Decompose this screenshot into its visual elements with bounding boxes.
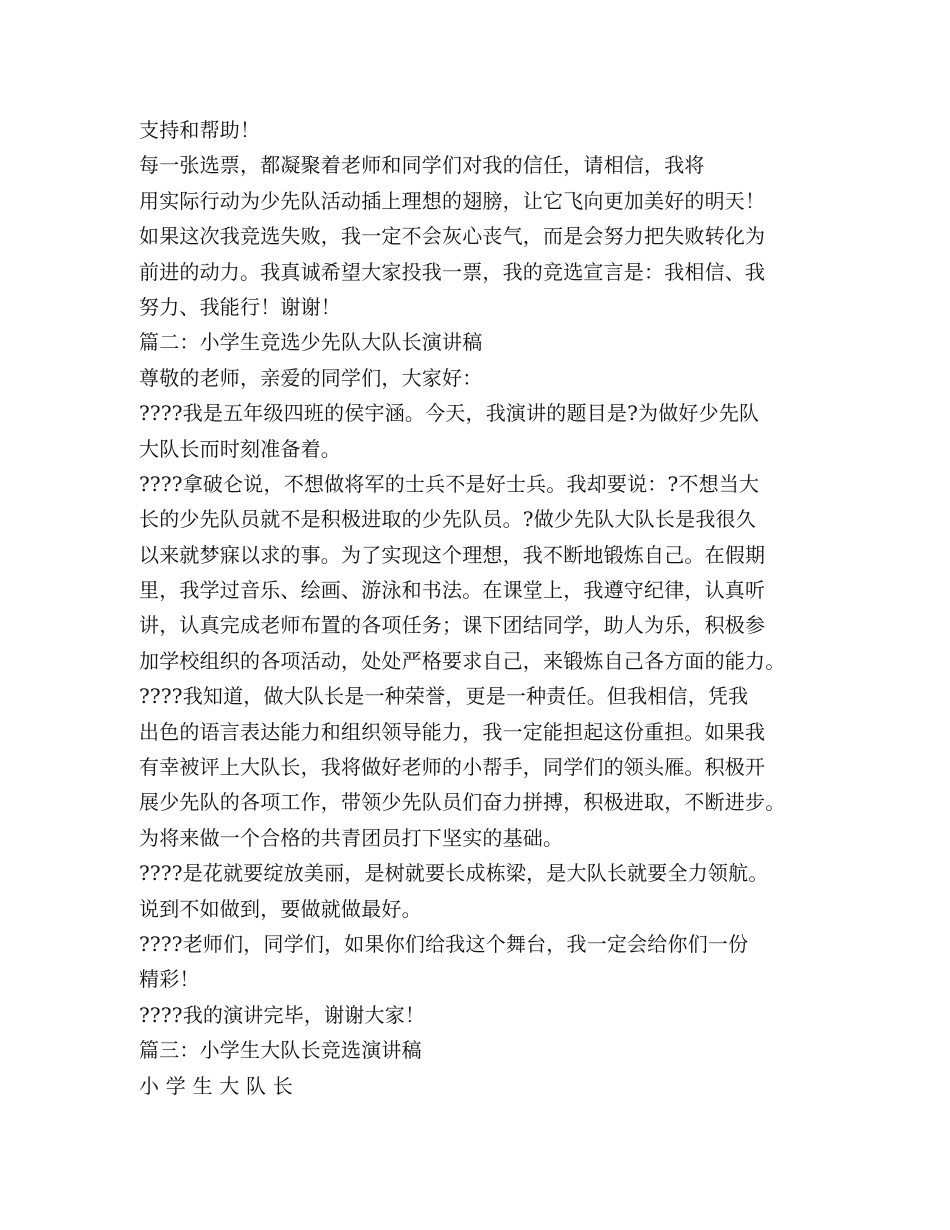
text-line: 前进的动力。我真诚希望大家投我一票，我的竞选宣言是：我相信、我 xyxy=(139,259,766,284)
text-line: ????我是五年级四班的侯宇涵。今天，我演讲的题目是?为做好少先队 xyxy=(139,401,760,426)
text-line: 以来就梦寐以求的事。为了实现这个理想，我不断地锻炼自己。在假期 xyxy=(139,542,766,567)
text-line: 尊敬的老师，亲爱的同学们，大家好： xyxy=(139,365,483,390)
section-heading: 篇三：小学生大队长竞选演讲稿 xyxy=(139,1038,422,1063)
text-line: 讲，认真完成老师布置的各项任务；课下团结同学，助人为乐，积极参 xyxy=(139,613,766,638)
text-line: 精彩！ xyxy=(139,967,200,992)
section-heading: 篇二：小学生竞选少先队大队长演讲稿 xyxy=(139,330,483,355)
text-line: ????我的演讲完毕，谢谢大家！ xyxy=(139,1002,426,1027)
text-line: 有幸被评上大队长，我将做好老师的小帮手，同学们的领头雁。积极开 xyxy=(139,755,766,780)
text-line: ????是花就要绽放美丽，是树就要长成栋梁，是大队长就要全力领航。 xyxy=(139,861,769,886)
text-line: 努力、我能行！谢谢！ xyxy=(139,294,341,319)
text-line: 每一张选票，都凝聚着老师和同学们对我的信任，请相信，我将 xyxy=(139,153,705,178)
text-line: 支持和帮助！ xyxy=(139,118,261,142)
text-line: 大队长而时刻准备着。 xyxy=(139,436,341,461)
text-line: 为将来做一个合格的共青团员打下坚实的基础。 xyxy=(139,825,564,850)
document-body xyxy=(139,113,829,1104)
text-line: 里，我学过音乐、绘画、游泳和书法。在课堂上，我遵守纪律，认真听 xyxy=(139,578,766,603)
text-line: 说到不如做到，要做就做最好。 xyxy=(139,896,422,921)
text-line: 如果这次我竞选失败，我一定不会灰心丧气，而是会努力把失败转化为 xyxy=(139,224,766,249)
text-line: 加学校组织的各项活动，处处严格要求自己，来锻炼自己各方面的能力。 xyxy=(139,648,786,673)
text-line: 用实际行动为少先队活动插上理想的翅膀，让它飞向更加美好的明天！ xyxy=(139,188,766,213)
text-line: ????我知道，做大队长是一种荣誉，更是一种责任。但我相信，凭我 xyxy=(139,684,749,709)
text-line: 小 学 生 大 队 长 xyxy=(139,1073,293,1098)
text-line: 出色的语言表达能力和组织领导能力，我一定能担起这份重担。如果我 xyxy=(139,719,766,744)
text-line: ????老师们，同学们，如果你们给我这个舞台，我一定会给你们一份 xyxy=(139,931,749,956)
text-line: 长的少先队员就不是积极进取的少先队员。?做少先队大队长是我很久 xyxy=(139,507,756,532)
text-line: ????拿破仑说，不想做将军的士兵不是好士兵。我却要说：?不想当大 xyxy=(139,471,760,496)
text-line: 展少先队的各项工作，带领少先队员们奋力拼搏，积极进取，不断进步。 xyxy=(139,790,786,815)
